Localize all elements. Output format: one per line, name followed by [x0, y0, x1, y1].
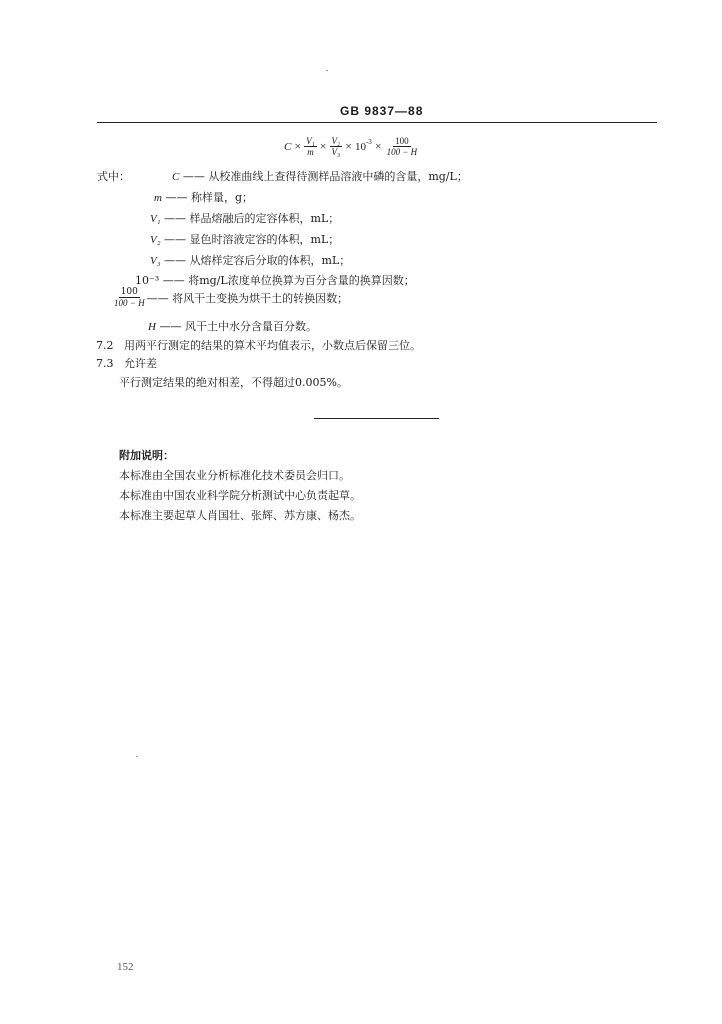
definition-item: m —— 称样量，g； [154, 191, 253, 204]
definition-item: V₁ —— 样品熔融后的定容体积，mL； [150, 212, 340, 225]
definition-item: C —— 从校准曲线上查得待测样品溶液中磷的含量，mg/L； [172, 170, 468, 183]
definition-item: V₃ —— 从熔样定容后分取的体积，mL； [150, 254, 351, 267]
separator-rule [314, 418, 439, 419]
section-7-3: 7.3 允许差 [96, 357, 157, 370]
appendix-line: 本标准由中国农业科学院分析测试中心负责起草。 [119, 489, 361, 502]
header-rule [97, 122, 657, 123]
appendix-line: 本标准主要起草人肖国壮、张辉、苏方康、杨杰。 [119, 509, 361, 522]
definition-item: 10⁻³ —— 将mg/L浓度单位换算为百分含量的换算因数； [135, 274, 415, 287]
section-7-2: 7.2 用两平行测定的结果的算术平均值表示，小数点后保留三位。 [96, 339, 421, 352]
fraction-v2-v3: $\frac{\text{V₂}}{\text{V₃}}$ [331, 136, 341, 157]
definition-item: H —— 风干土中水分含量百分数。 [148, 320, 317, 333]
power-of-ten: $10^{-3}$ [354, 137, 372, 153]
fraction-v1-m: $\frac{\text{V₁}}{m}$ [306, 136, 315, 157]
definitions-intro: 式中： [97, 170, 130, 183]
appendix-title: 附加说明： [119, 449, 174, 462]
formula [284, 136, 419, 157]
tolerance-text: 平行测定结果的绝对相差，不得超过0.005%。 [119, 376, 348, 389]
fraction-moisture-def: $\frac{100}{100 - H}$ [114, 287, 145, 308]
formula-c: C [284, 140, 292, 153]
page-number: 152 [117, 961, 134, 973]
scan-speck [326, 70, 328, 71]
times-sign: × [374, 139, 382, 153]
times-sign: × [319, 139, 327, 153]
definition-item: $\frac{100}{100 - H}$ —— 将风干土变换为烘干土的转换因数； [114, 287, 349, 308]
definition-item: V₂ —— 显色时溶液定容的体积，mL； [150, 233, 340, 246]
times-sign: × [294, 139, 302, 153]
document-code: GB 9837—88 [340, 104, 424, 118]
times-sign: × [345, 139, 352, 153]
fraction-moisture: $\frac{100}{100 - H}$ [386, 136, 418, 157]
scan-speck [136, 756, 138, 757]
appendix-line: 本标准由全国农业分析标准化技术委员会归口。 [119, 469, 350, 482]
